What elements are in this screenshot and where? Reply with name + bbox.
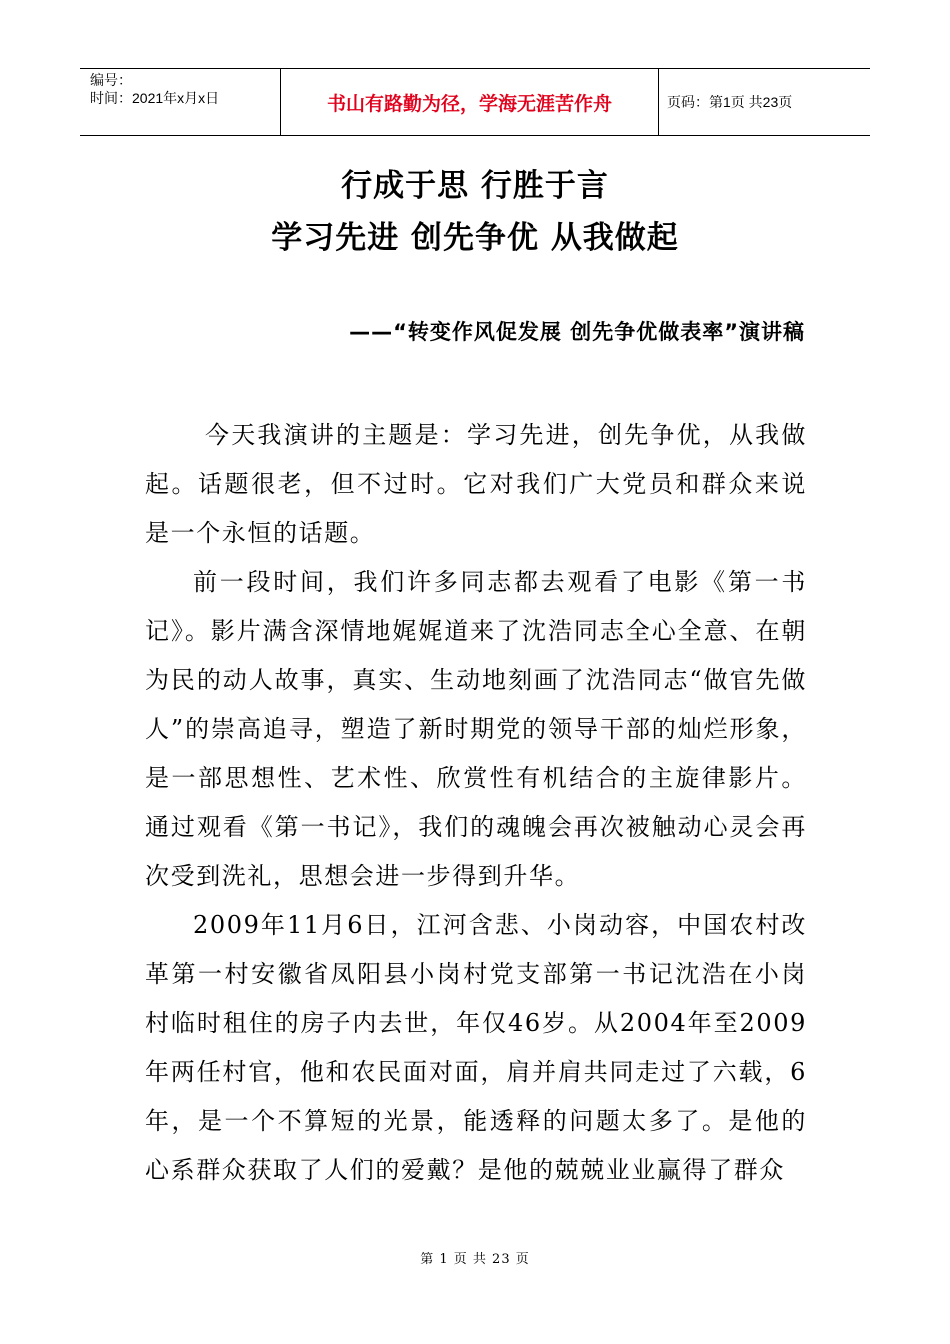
- page-footer: 第 1 页 共 23 页: [420, 1252, 530, 1267]
- paragraph: 前一段时间，我们许多同志都去观看了电影《第一书记》。影片满含深情地娓娓道来了沈浩同志全心全意、在朝为民的动人故事，真实、生动地刻画了沈浩同志“做官先做人”的崇高追寻，塑造了新时期党的领导干部的灿烂形象，是一部思想性、艺术性、欣赏性有机结合的主旋律影片。通过观看《第一书记》，我们的魂魄会再次被触动心灵会再次受到洗礼，思想会进一步得到升华。: [145, 568, 807, 890]
- number-label: 编号：: [90, 72, 132, 88]
- document-header: [80, 68, 870, 136]
- time-label: 时间：2021年x月x日: [90, 90, 220, 106]
- header-page-info: 页码：第1页 共23页: [667, 94, 793, 110]
- paragraph: 2009年11月6日，江河含悲、小岗动容，中国农村改革第一村安徽省凤阳县小岗村党支部第一书记沈浩在小岗村临时租住的房子内去世，年仅46岁。从2004年至2009年两任村官，他和农民面对面，肩并肩共同走过了六载，6年，是一个不算短的光景，能透释的问题太多了。是他的心系群众获取了人们的爱戴？是他的兢兢业业赢得了群众: [145, 911, 807, 1184]
- subtitle: ——“转变作风促发展 创先争优做表率”演讲稿: [349, 320, 805, 344]
- paragraph: 今天我演讲的主题是：学习先进，创先争优，从我做起。话题很老，但不过时。它对我们广大党员和群众来说是一个永恒的话题。: [145, 421, 807, 547]
- body-text: [145, 411, 807, 1195]
- header-motto: 书山有路勤为径，学海无涯苦作舟: [281, 69, 659, 135]
- title-line-1: 行成于思 行胜于言: [341, 168, 609, 204]
- title-line-2: 学习先进 创先争优 从我做起: [271, 220, 679, 256]
- page-title: [0, 160, 950, 264]
- header-meta: [80, 69, 281, 135]
